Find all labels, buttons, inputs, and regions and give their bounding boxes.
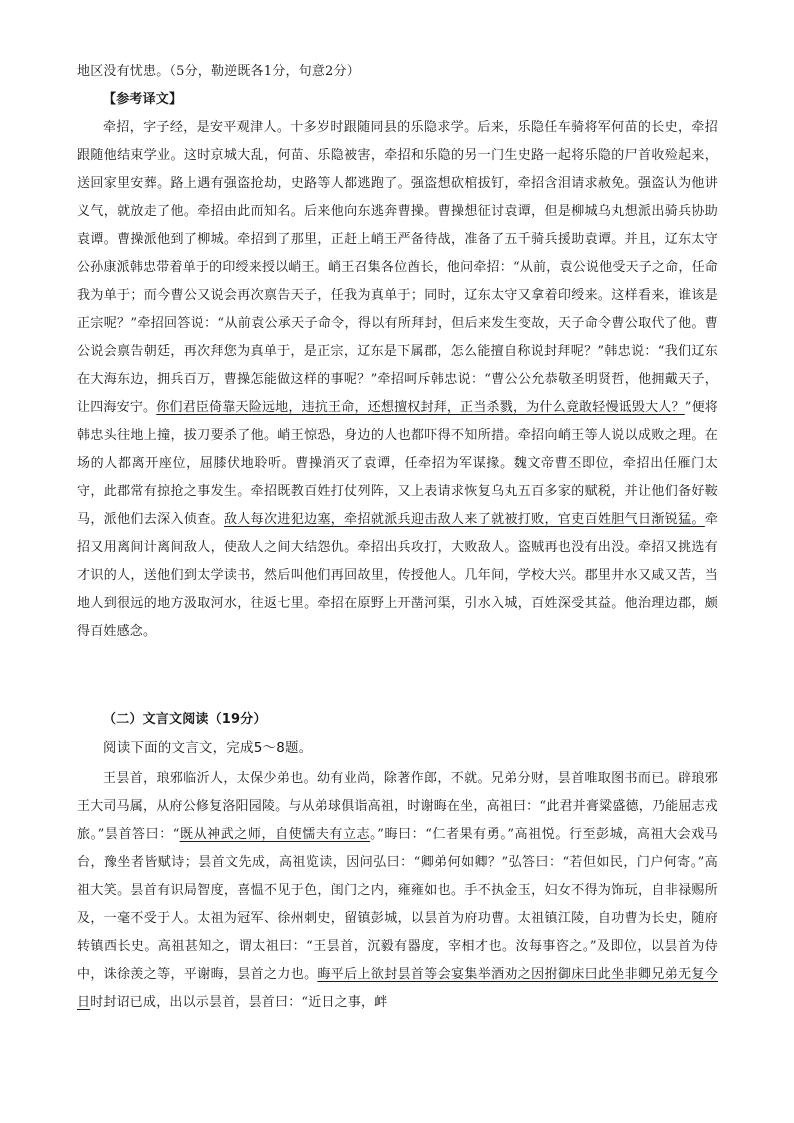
translation-paragraph [77, 114, 718, 646]
classical-underlined-segment: 既从神武之师，自使懦夫有立志 [179, 827, 371, 842]
translation-underlined-segment: 你们君臣倚靠天险远地，违抗王命，还想擅权封拜，正当杀戮，为什么竟敢轻慢诋毁大人？ [156, 400, 685, 415]
answer-tail-line: 地区没有忧患。（5分，勒逆既各1分，句意2分） [77, 64, 360, 79]
classical-segment: 。”晦曰：“仁者果有勇。”高祖悦。行至彭城，高祖大会戏马台，豫坐者皆赋诗；昙首文先成，高祖览读，因问弘曰：“卿弟何如卿？”弘答曰：“若但如民，门户何寄。”高祖大笑。昙首有识局智度，喜愠不见于色，闺门之内，雍雍如也。手不执金玉，妇女不得为饰玩，自非禄赐所及，一毫不受于人。太祖为冠军、徐州刺史，留镇彭城，以昙首为府功曹。太祖镇江陵，自功曹为长史，随府转镇西长史。高祖甚知之，谓太祖曰：“王昙首，沉毅有器度，宰相才也。汝每事咨之。”及即位，以昙首为侍中，诛徐羡之等，平谢晦，昙首之力也。 [77, 827, 718, 982]
translation-segment: 牵招又用离间计离间敌人，使敌人之间大结怨仇。牵招出兵攻打，大败敌人。盗贼再也没有出没。牵招又挑选有才识的人，送他们到太学读书，然后叫他们再回故里，传授他人。几年间，学校大兴。郡里井水又咸又苦，当地人到很远的地方汲取河水，往返七里。牵招在原野上开凿河渠，引水入城，百姓深受其益。他治理边郡，颇得百姓感念。 [77, 512, 719, 639]
translation-segment: 牵招，字子经，是安平观津人。十多岁时跟随同县的乐隐求学。后来，乐隐任车骑将军何苗的长史，牵招跟随他结束学业。这时京城大乱，何苗、乐隐被害，牵招和乐隐的另一门生史路一起将乐隐的尸首收殓起来，送回家里安葬。路上遇有强盗抢劫，史路等人都逃跑了。强盗想砍棺拔钉，牵招含泪请求赦免。强盗认为他讲义气，就放走了他。牵招由此而知名。后来他向东逃奔曹操。曹操想征讨袁谭，但是柳城乌丸想派出骑兵协助袁谭。曹操派他到了柳城。牵招到了那里，正赶上峭王严备待战，准备了五千骑兵援助袁谭。并且，辽东太守公孙康派韩忠带着单于的印绶来授以峭王。峭王召集各位酋长，他问牵招：“从前，袁公说他受天子之命，任命我为单于；而今曹公又说会再次禀告天子，任我为真单于；同时，辽东太守又拿着印绶来。这样看来，谁该是正宗呢？”牵招回答说：“从前袁公承天子命令，得以有所拜封，但后来发生变故，天子命令曹公取代了他。曹公说会禀告朝廷，再次拜您为真单于，是正宗，辽东是下属郡，怎么能擅自称说封拜呢？”韩忠说：“我们辽东在大海东边，拥兵百万，曹操怎能做这样的事呢？”牵招呵斥韩忠说：“曹公公允恭敬圣明贤哲，他拥戴天子，让四海安宁。 [77, 120, 718, 415]
reading-instruction: 阅读下面的文言文，完成5～8题。 [103, 740, 313, 756]
classical-segment: 王昙首，琅邪临沂人，太保少弟也。幼有业尚，除著作郎，不就。兄弟分财，昙首唯取图书而已。辟琅邪王大司马属，从府公修复洛阳园陵。与从弟球俱诣高祖，时谢晦在坐，高祖曰：“此君并膏粱盛德，乃能屈志戎旅。”昙首答曰：“ [77, 771, 718, 842]
translation-underlined-segment: 敌人每次进犯边塞，牵招就派兵迎击敌人来了就被打败，官吏百姓胆气日渐锐猛。 [223, 512, 705, 527]
section-heading: （二）文言文阅读（19分） [103, 712, 267, 727]
translation-segment: ”便将韩忠头往地上撞，拔刀要杀了他。峭王惊恐，身边的人也都吓得不知所措。牵招向峭王等人说以成败之理。在场的人都离开座位，屈膝伏地聆听。曹操消灭了袁谭，任牵招为军谋掾。魏文帝曹丕即位，牵招出任雁门太守，此郡常有掠抢之事发生。牵招既教百姓打仗列阵，又上表请求恢复乌丸五百多家的赋税，并让他们备好鞍马，派他们去深入侦查。 [77, 400, 719, 527]
translation-heading: 【参考译文】 [103, 92, 183, 107]
classical-underlined-segment: 晦平后上欲封昙首等会宴集举酒劝之因拊御床曰此坐非卿兄弟无复今日 [77, 967, 718, 1010]
classical-text-paragraph [77, 765, 718, 1017]
classical-segment: 时封诏已成，出以示昙首，昙首曰：“近日之事，衅 [90, 995, 388, 1010]
